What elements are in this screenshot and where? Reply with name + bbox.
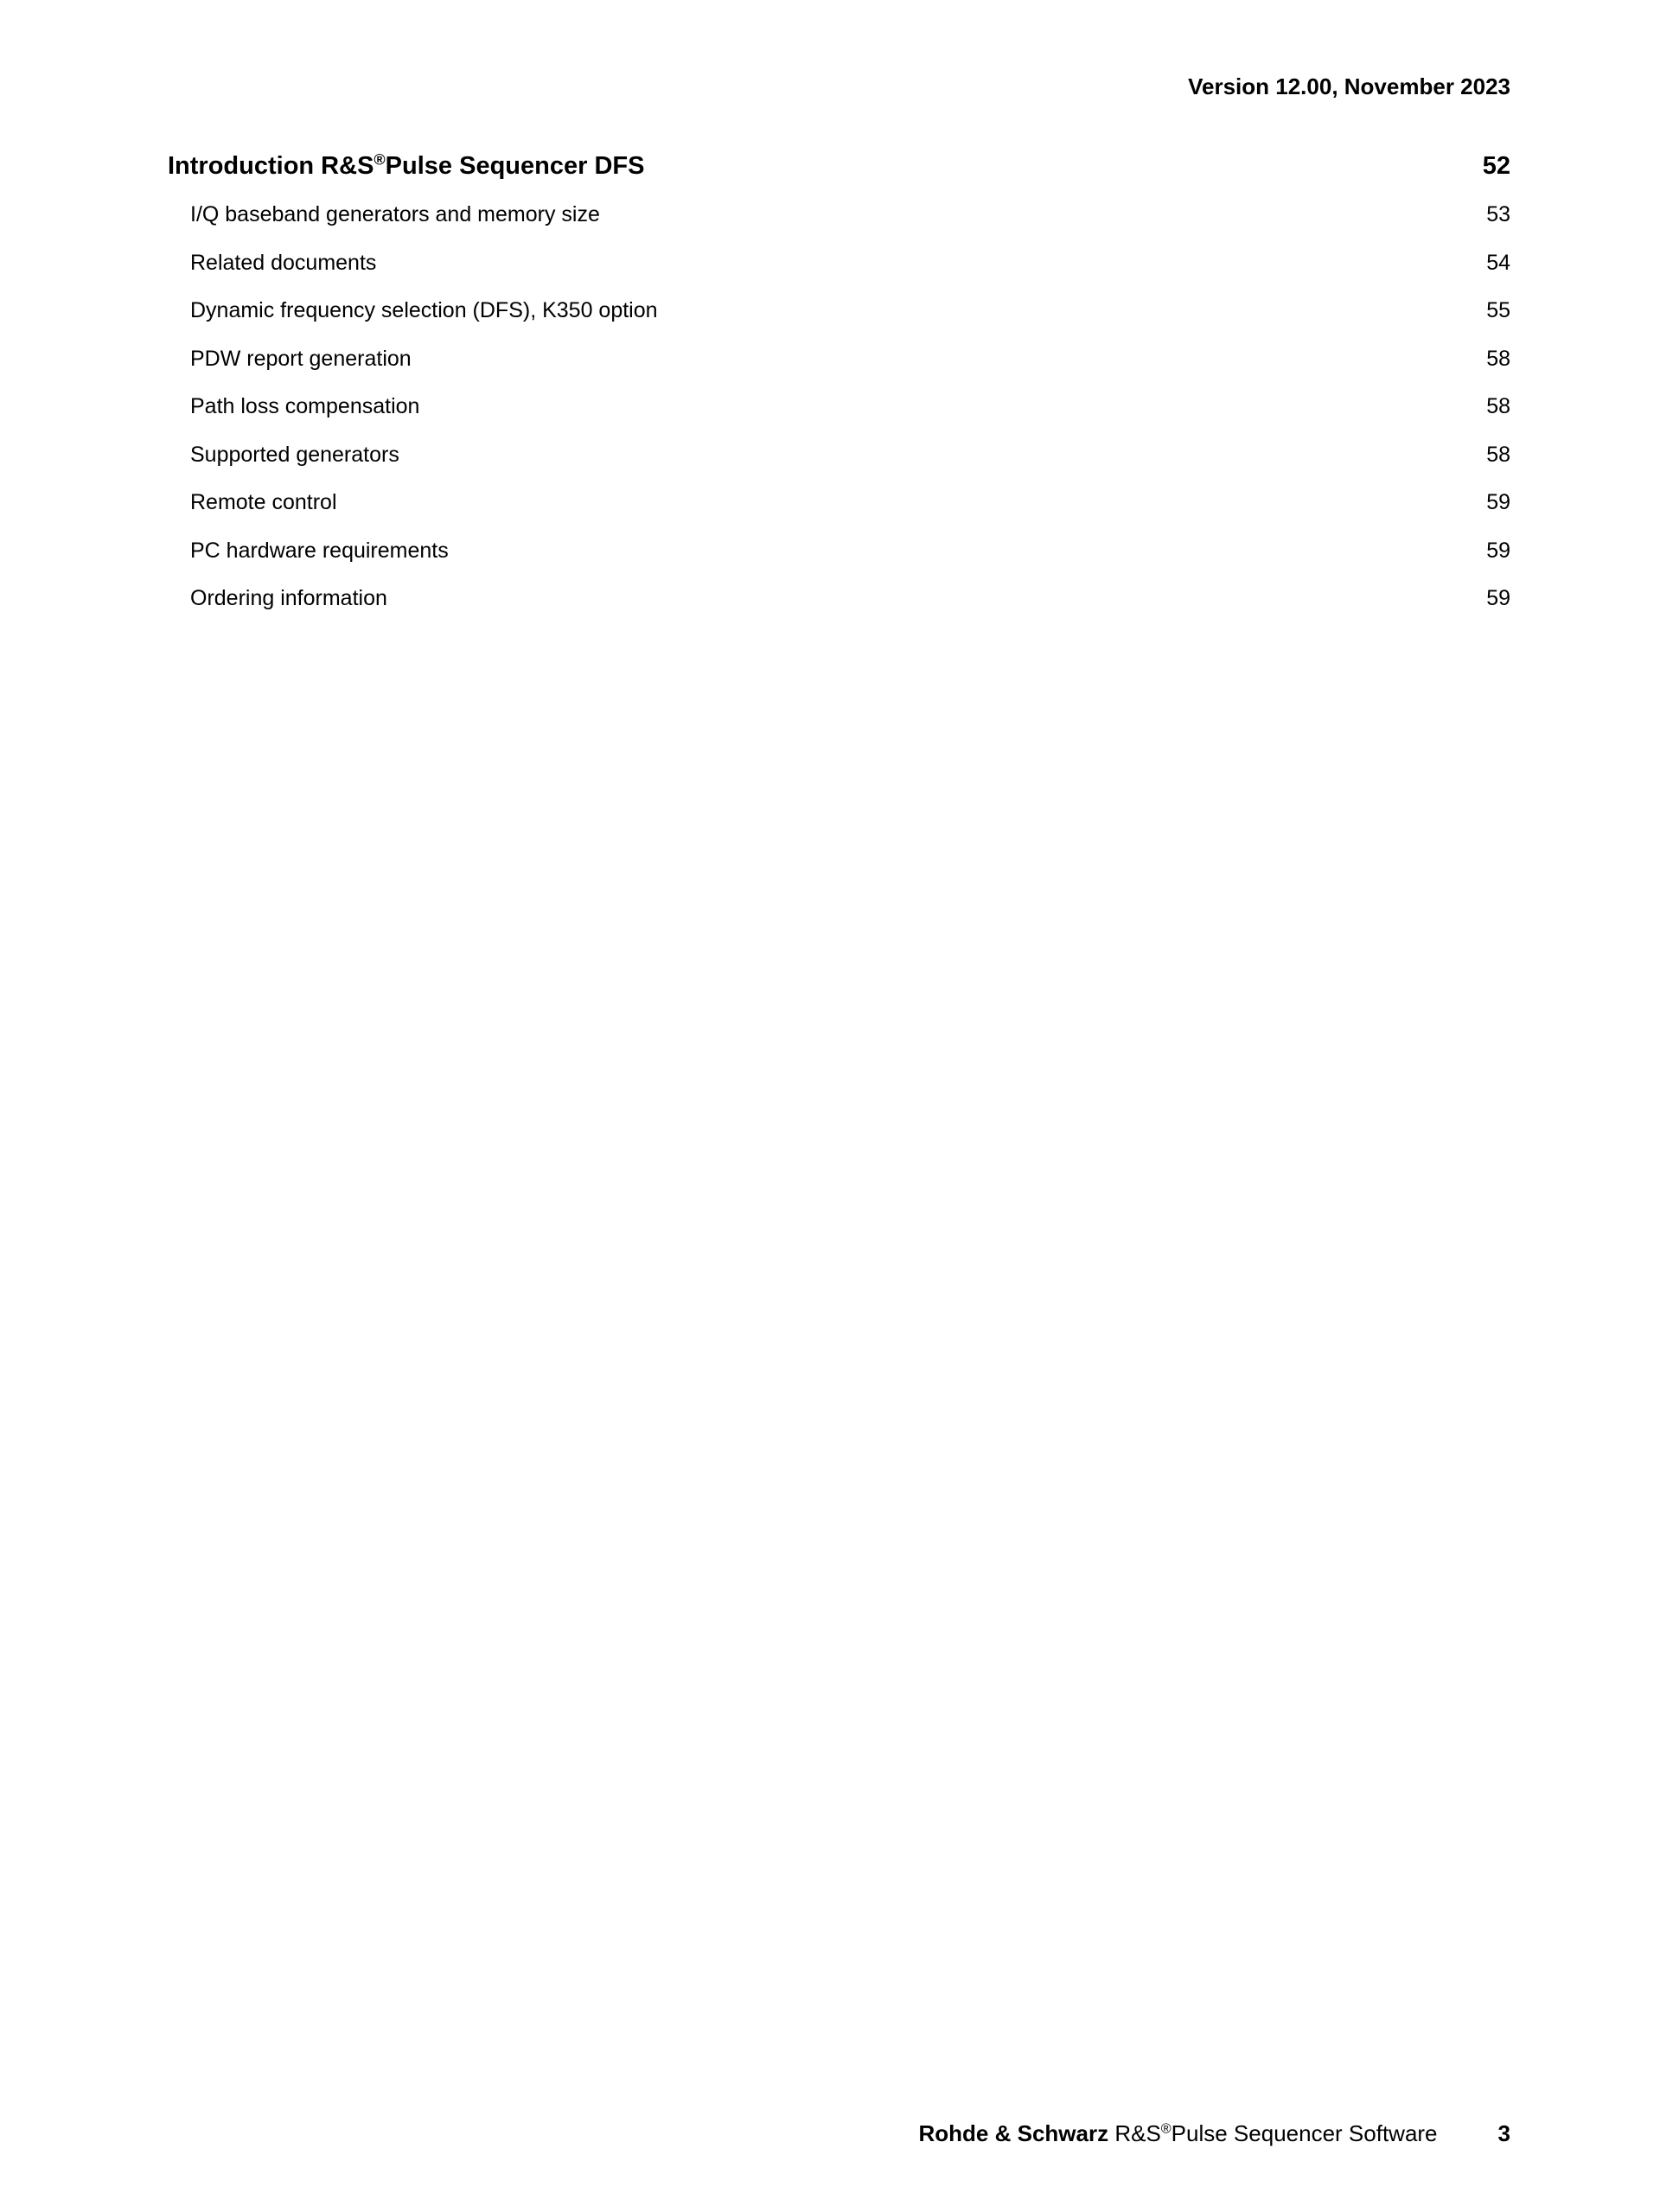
footer-page-number: 3 xyxy=(1497,2120,1510,2146)
toc-entry-page: 59 xyxy=(1486,586,1510,610)
table-of-contents xyxy=(168,147,1510,623)
toc-entry[interactable] xyxy=(168,527,1510,576)
toc-entry-title: Dynamic frequency selection (DFS), K350 option xyxy=(190,298,658,322)
footer-product-prefix: R&S xyxy=(1114,2120,1161,2146)
toc-entry-page: 54 xyxy=(1486,250,1510,275)
toc-entry-page: 53 xyxy=(1486,202,1510,226)
toc-section-entry[interactable] xyxy=(168,147,1510,185)
toc-entry-title: Supported generators xyxy=(190,442,399,467)
toc-entry[interactable] xyxy=(168,239,1510,288)
toc-entry[interactable] xyxy=(168,191,1510,239)
toc-entry-page: 58 xyxy=(1486,442,1510,467)
toc-entry-title: PC hardware requirements xyxy=(190,538,449,563)
toc-section-title-suffix: Pulse Sequencer DFS xyxy=(385,152,645,180)
toc-entry-title: Remote control xyxy=(190,490,337,514)
toc-entry-title: PDW report generation xyxy=(190,346,412,371)
toc-entry[interactable] xyxy=(168,575,1510,623)
toc-entry-page: 58 xyxy=(1486,346,1510,371)
page-header-version: Version 12.00, November 2023 xyxy=(1188,73,1510,99)
toc-entry[interactable] xyxy=(168,479,1510,527)
toc-entry-title: Ordering information xyxy=(190,586,387,610)
toc-entry[interactable] xyxy=(168,287,1510,335)
toc-entry-page: 58 xyxy=(1486,394,1510,418)
toc-section-title-prefix: Introduction R&S xyxy=(168,152,374,180)
footer-product xyxy=(1108,2118,1437,2149)
page-footer xyxy=(919,2118,1511,2149)
toc-entry-page: 59 xyxy=(1486,490,1510,514)
toc-entry-title: I/Q baseband generators and memory size xyxy=(190,202,600,226)
toc-entry[interactable] xyxy=(168,431,1510,480)
footer-product-suffix: Pulse Sequencer Software xyxy=(1171,2120,1438,2146)
registered-mark: ® xyxy=(1160,2120,1172,2137)
registered-mark: ® xyxy=(374,150,386,169)
toc-entry-title: Path loss compensation xyxy=(190,394,420,418)
toc-entry[interactable] xyxy=(168,383,1510,431)
toc-entry[interactable] xyxy=(168,335,1510,384)
toc-section-page: 52 xyxy=(1482,152,1510,180)
toc-entry-list xyxy=(168,191,1510,623)
toc-entry-page: 59 xyxy=(1486,538,1510,563)
toc-section-title xyxy=(168,147,644,185)
toc-entry-title: Related documents xyxy=(190,250,377,275)
footer-company: Rohde & Schwarz xyxy=(918,2120,1109,2146)
toc-entry-page: 55 xyxy=(1486,298,1510,322)
